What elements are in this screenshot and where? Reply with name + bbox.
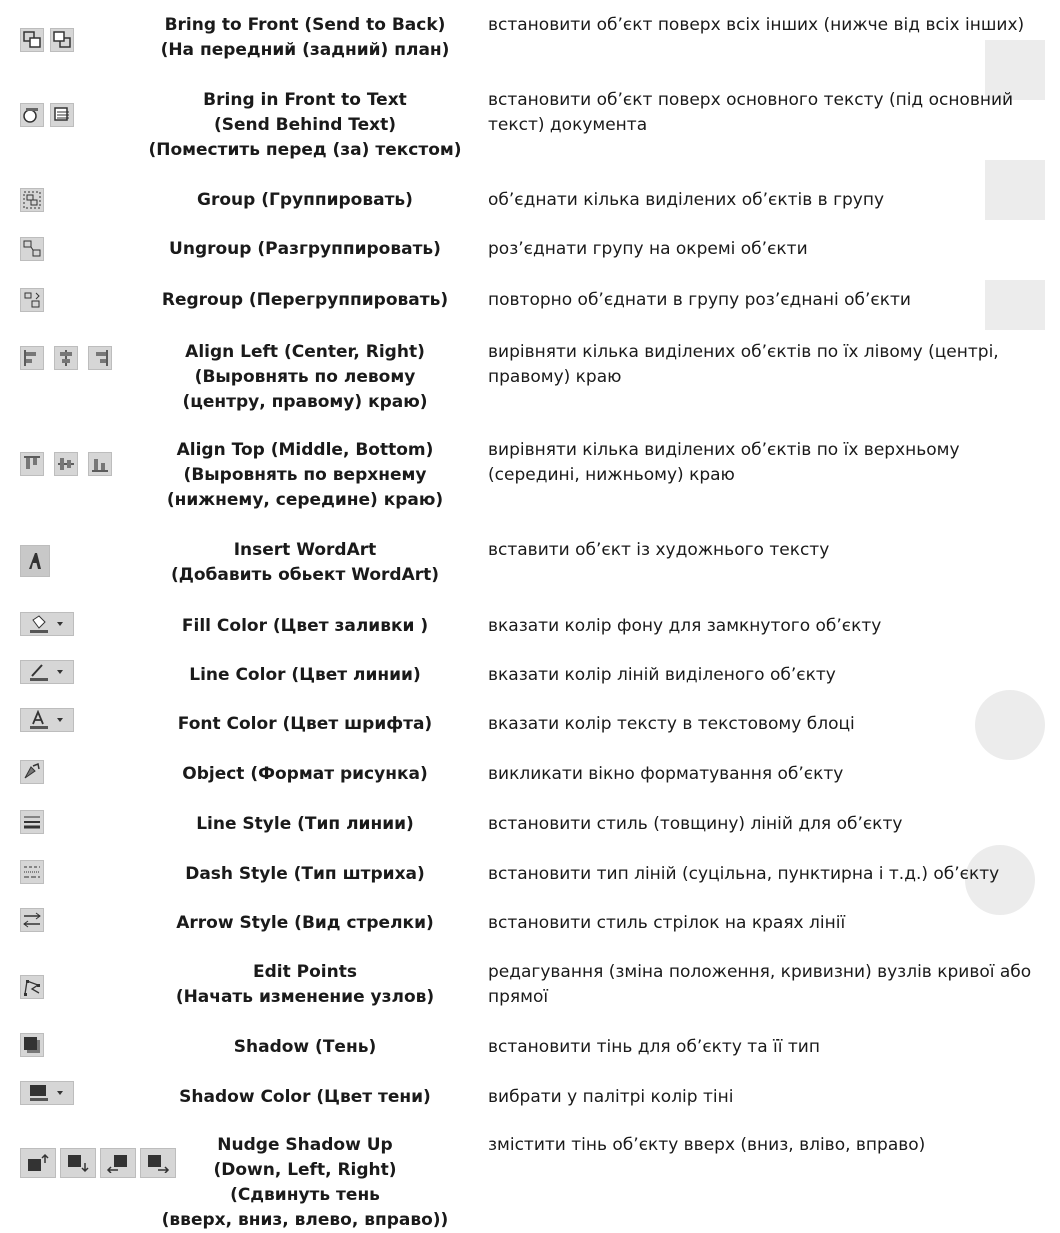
command-name <box>140 960 470 1010</box>
command-description: встановити стиль стрілок на краях лінії <box>488 913 846 933</box>
command-name-line: Fill Color (Цвет заливки ) <box>181 616 429 636</box>
command-name-line: (Down, Left, Right) <box>213 1160 397 1180</box>
fill-color-icon[interactable] <box>20 612 74 636</box>
bring-in-front-of-text-icon[interactable] <box>20 103 44 127</box>
command-name-line: Shadow Color (Цвет тени) <box>179 1087 431 1107</box>
command-name-line: Object (Формат рисунка) <box>182 764 428 784</box>
command-name-line: Align Top (Middle, Bottom) <box>176 440 434 460</box>
command-name-line: Bring in Front to Text <box>203 90 407 110</box>
align-center-icon[interactable] <box>54 346 78 370</box>
command-name-line: Line Style (Тип линии) <box>196 814 414 834</box>
send-to-back-icon[interactable] <box>50 28 74 52</box>
command-name-line: Dash Style (Тип штриха) <box>185 864 425 884</box>
align-top-icon[interactable] <box>20 452 44 476</box>
command-description: редагування (зміна положення, кривизни) вузлів кривої або прямої <box>488 962 1032 1007</box>
command-name-line: (Send Behind Text) <box>213 115 397 135</box>
wordart-icon[interactable] <box>20 545 50 577</box>
command-name-line: Nudge Shadow Up <box>217 1135 393 1155</box>
command-name-line: (центру, правому) краю) <box>182 392 428 412</box>
command-name <box>140 438 470 513</box>
command-name-line: Align Left (Center, Right) <box>185 342 425 362</box>
align-bottom-icon[interactable] <box>88 452 112 476</box>
command-description: об’єднати кілька виділених об’єктів в групу <box>488 190 885 210</box>
command-name <box>140 614 470 639</box>
command-name-line: (Сдвинуть тень <box>230 1185 380 1205</box>
shadow-icon[interactable] <box>20 1033 44 1057</box>
command-description: вказати колір фону для замкнутого об’єкту <box>488 616 882 636</box>
nudge-shadow-up-icon[interactable] <box>20 1148 56 1178</box>
command-name <box>140 288 470 313</box>
command-name <box>140 1133 470 1233</box>
command-name-line: (Добавить обьект WordArt) <box>170 565 440 585</box>
command-description: вказати колір тексту в текстовому блоці <box>488 714 855 734</box>
command-name-line: Regroup (Перегруппировать) <box>161 290 449 310</box>
line-style-icon[interactable] <box>20 810 44 834</box>
command-description: вказати колір ліній виділеного об’єкту <box>488 665 836 685</box>
align-left-icon[interactable] <box>20 346 44 370</box>
command-name-line: Shadow (Тень) <box>233 1037 377 1057</box>
bring-to-front-icon[interactable] <box>20 28 44 52</box>
command-name-line: Line Color (Цвет линии) <box>189 665 421 685</box>
command-name-line: (нижнему, середине) краю) <box>166 490 444 510</box>
command-name <box>140 538 470 588</box>
command-description: повторно об’єднати в групу роз’єднані об’єкти <box>488 290 911 310</box>
command-name <box>140 237 470 262</box>
command-name-line: Edit Points <box>253 962 357 982</box>
format-object-icon[interactable] <box>20 760 44 784</box>
command-name <box>140 762 470 787</box>
command-name <box>140 88 470 163</box>
command-description: роз’єднати групу на окремі об’єкти <box>488 239 808 259</box>
dash-style-icon[interactable] <box>20 860 44 884</box>
command-name-line: (Выровнять по верхнему <box>183 465 427 485</box>
align-right-icon[interactable] <box>88 346 112 370</box>
command-name-line: Ungroup (Разгруппировать) <box>169 239 441 259</box>
command-description: встановити об’єкт поверх всіх інших (нижче від всіх інших) <box>488 15 1025 35</box>
command-name <box>140 911 470 936</box>
command-description: встановити тінь для об’єкту та її тип <box>488 1037 820 1057</box>
command-name-line: (Выровнять по левому <box>194 367 416 387</box>
command-description: вставити об’єкт із художнього тексту <box>488 540 830 560</box>
command-name-line: (Поместить перед (за) текстом) <box>148 140 462 160</box>
command-name-line: Bring to Front (Send to Back) <box>164 15 446 35</box>
command-name <box>140 712 470 737</box>
command-description: вирівняти кілька виділених об’єктів по їх лівому (центрі, правому) краю <box>488 342 999 387</box>
command-name-line: Arrow Style (Вид стрелки) <box>176 913 434 933</box>
command-name-line: (вверх, вниз, влево, вправо)) <box>161 1210 449 1230</box>
command-description: встановити стиль (товщину) ліній для об’єкту <box>488 814 903 834</box>
line-color-icon[interactable] <box>20 660 74 684</box>
command-description: вирівняти кілька виділених об’єктів по їх верхньому (середині, нижньому) краю <box>488 440 960 485</box>
command-name <box>140 1085 470 1110</box>
ungroup-icon[interactable] <box>20 237 44 261</box>
command-name <box>140 340 470 415</box>
command-name <box>140 812 470 837</box>
font-color-icon[interactable] <box>20 708 74 732</box>
group-icon[interactable] <box>20 188 44 212</box>
edit-points-icon[interactable] <box>20 975 44 999</box>
regroup-icon[interactable] <box>20 288 44 312</box>
command-name-line: (Начать изменение узлов) <box>175 987 435 1007</box>
command-name <box>140 188 470 213</box>
command-name <box>140 663 470 688</box>
nudge-shadow-left-icon[interactable] <box>100 1148 136 1178</box>
command-name <box>140 1035 470 1060</box>
command-description: встановити тип ліній (суцільна, пунктирна і т.д.) об’єкту <box>488 864 1000 884</box>
command-name-line: (На передний (задний) план) <box>160 40 450 60</box>
arrow-style-icon[interactable] <box>20 908 44 932</box>
align-middle-icon[interactable] <box>54 452 78 476</box>
command-description: викликати вікно форматування об’єкту <box>488 764 844 784</box>
command-name-line: Insert WordArt <box>233 540 377 560</box>
command-description: змістити тінь об’єкту вверх (вниз, вліво, вправо) <box>488 1135 926 1155</box>
command-name-line: Font Color (Цвет шрифта) <box>177 714 433 734</box>
command-name-line: Group (Группировать) <box>197 190 413 210</box>
command-name <box>140 13 470 63</box>
shadow-color-icon[interactable] <box>20 1081 74 1105</box>
send-behind-text-icon[interactable] <box>50 103 74 127</box>
nudge-shadow-down-icon[interactable] <box>60 1148 96 1178</box>
command-description: встановити об’єкт поверх основного тексту (під основний текст) документа <box>488 90 1014 135</box>
command-description: вибрати у палітрі колір тіні <box>488 1087 734 1107</box>
command-name <box>140 862 470 887</box>
